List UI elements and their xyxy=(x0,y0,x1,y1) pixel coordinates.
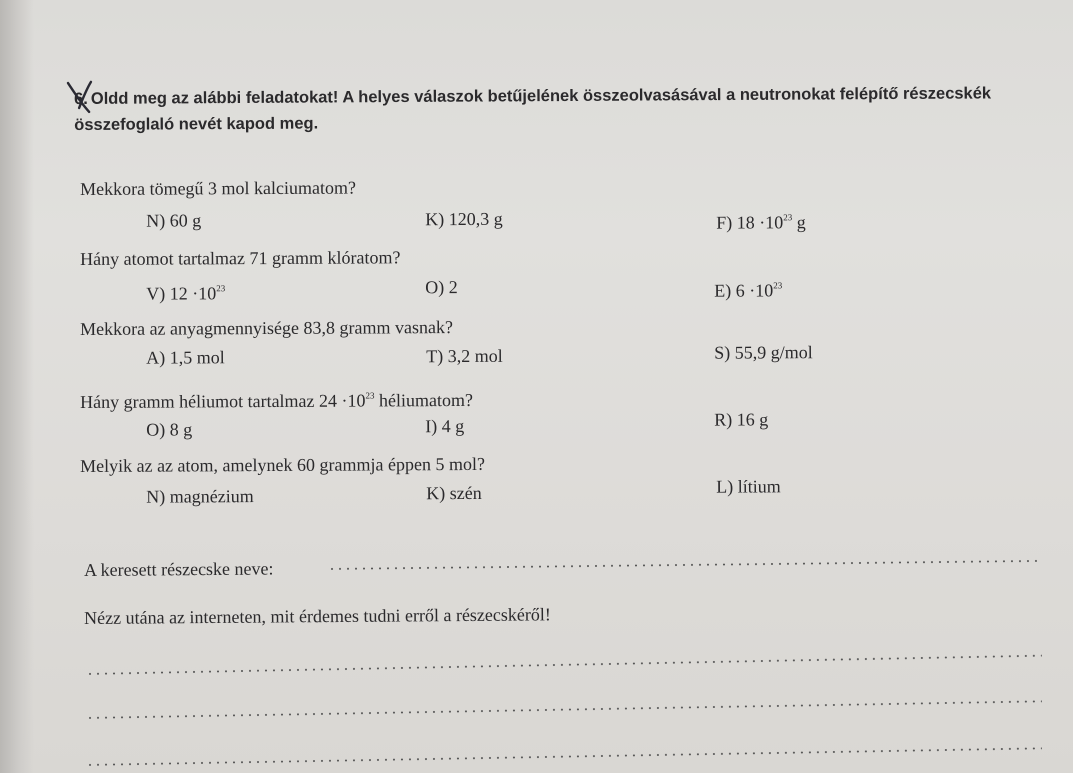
task-number xyxy=(74,86,88,112)
option-k: K) szén xyxy=(426,482,482,504)
option-n: N) 60 g xyxy=(146,210,202,231)
option-n: N) magnézium xyxy=(146,486,254,507)
option-e: E) $6 \cdot 10^{23}$ xyxy=(714,280,783,301)
question-text: Mekkora az anyagmennyisége 83,8 gramm vasnak? xyxy=(80,317,453,339)
option-v: V) $12 \cdot 10^{23}$ xyxy=(146,283,226,304)
task-number-text: 6. xyxy=(74,89,88,108)
task-header xyxy=(74,80,1054,138)
option-k: K) 120,3 g xyxy=(425,208,503,230)
question-4 xyxy=(80,381,1040,440)
writing-dotted-line-1[interactable] xyxy=(86,655,1042,675)
option-a: A) 1,5 mol xyxy=(146,347,225,368)
question-1 xyxy=(80,173,1040,233)
writing-dotted-line-2[interactable] xyxy=(86,700,1042,719)
option-o: O) 2 xyxy=(425,277,458,298)
option-s: S) 55,9 g/mol xyxy=(714,342,813,363)
question-5 xyxy=(80,450,1040,507)
task-instruction: Oldd meg az alábbi feladatokat! A helyes válaszok betűjelének összeolvasásával a neutronokat felépítő részecskék összefoglaló nevét kapod meg. xyxy=(74,84,992,134)
option-i: I) 4 g xyxy=(425,415,465,437)
answer-label: A keresett részecske neve: xyxy=(84,558,274,580)
research-prompt: Nézz utána az interneten, mit érdemes tudni erről a részecskéről! xyxy=(84,604,551,628)
option-l: L) lítium xyxy=(716,476,781,497)
question-2 xyxy=(80,243,1040,304)
option-o: O) 8 g xyxy=(146,419,193,440)
question-text: Mekkora tömegű 3 mol kalciumatom? xyxy=(80,177,357,199)
question-3 xyxy=(80,313,1040,368)
writing-dotted-line-3[interactable] xyxy=(86,747,1042,766)
pen-cross-mark-icon xyxy=(65,80,95,114)
question-text: Hány gramm héliumot tartalmaz $24 \cdot 10^{23}$ héliumatom? xyxy=(80,389,474,412)
option-r: R) 16 g xyxy=(714,409,769,430)
page-fold-shadow xyxy=(0,0,34,773)
option-t: T) 3,2 mol xyxy=(426,345,503,367)
option-f: F) $18 \cdot 10^{23}$ g xyxy=(716,212,806,233)
question-text: Hány atomot tartalmaz 71 gramm klóratom? xyxy=(80,247,401,269)
question-text: Melyik az az atom, amelynek 60 grammja éppen 5 mol? xyxy=(80,453,485,476)
